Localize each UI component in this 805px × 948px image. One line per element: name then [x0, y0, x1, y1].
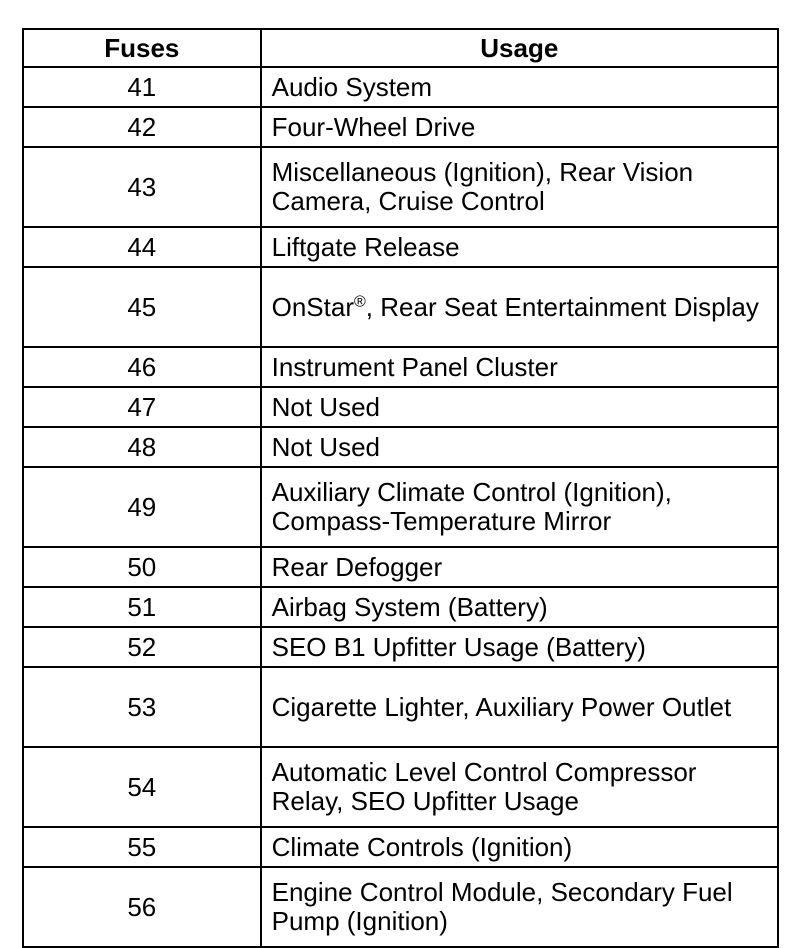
- table-header-row: [23, 29, 778, 67]
- fuse-usage: Audio System: [261, 67, 778, 107]
- fuse-usage: Cigarette Lighter, Auxiliary Power Outlet: [261, 667, 778, 747]
- fuse-usage: Climate Controls (Ignition): [261, 827, 778, 867]
- fuse-usage: Instrument Panel Cluster: [261, 347, 778, 387]
- fuse-usage: Rear Defogger: [261, 547, 778, 587]
- fuse-number: 46: [23, 347, 261, 387]
- fuse-number: 52: [23, 627, 261, 667]
- fuse-usage: Airbag System (Battery): [261, 587, 778, 627]
- fuse-usage: Engine Control Module, Secondary Fuel Pump (Ignition): [261, 867, 778, 947]
- fuse-number: 49: [23, 467, 261, 547]
- fuse-usage: [261, 267, 778, 347]
- table-row: [23, 467, 778, 547]
- fuse-usage: Not Used: [261, 387, 778, 427]
- table-row: [23, 347, 778, 387]
- fuse-usage-table: [22, 28, 779, 948]
- fuse-number: 47: [23, 387, 261, 427]
- fuse-usage: Four-Wheel Drive: [261, 107, 778, 147]
- registered-mark: ®: [354, 292, 366, 310]
- table-row: [23, 227, 778, 267]
- fuse-number: 44: [23, 227, 261, 267]
- table-row: [23, 667, 778, 747]
- table-row: [23, 747, 778, 827]
- table-row: [23, 107, 778, 147]
- table-row: [23, 827, 778, 867]
- table-row: [23, 387, 778, 427]
- fuse-number: 41: [23, 67, 261, 107]
- fuse-number: 56: [23, 867, 261, 947]
- column-header-usage: Usage: [261, 29, 778, 67]
- fuse-usage: SEO B1 Upfitter Usage (Battery): [261, 627, 778, 667]
- fuse-usage: Not Used: [261, 427, 778, 467]
- fuse-number: 48: [23, 427, 261, 467]
- fuse-usage: Automatic Level Control Compressor Relay, SEO Upfitter Usage: [261, 747, 778, 827]
- fuse-number: 54: [23, 747, 261, 827]
- table-row: [23, 627, 778, 667]
- fuse-number: 43: [23, 147, 261, 227]
- fuse-number: 50: [23, 547, 261, 587]
- table-row: [23, 427, 778, 467]
- table-row: [23, 147, 778, 227]
- fuse-usage: Auxiliary Climate Control (Ignition), Compass-Temperature Mirror: [261, 467, 778, 547]
- onstar-brand: OnStar: [271, 291, 354, 322]
- fuse-number: 42: [23, 107, 261, 147]
- table-row: [23, 547, 778, 587]
- fuse-usage: Liftgate Release: [261, 227, 778, 267]
- table-row: [23, 867, 778, 947]
- table-row: [23, 587, 778, 627]
- fuse-number: 53: [23, 667, 261, 747]
- column-header-fuses: Fuses: [23, 29, 261, 67]
- fuse-number: 55: [23, 827, 261, 867]
- table-row: [23, 267, 778, 347]
- fuse-number: 45: [23, 267, 261, 347]
- fuse-number: 51: [23, 587, 261, 627]
- fuse-usage: Miscellaneous (Ignition), Rear Vision Camera, Cruise Control: [261, 147, 778, 227]
- fuse-usage-rest: , Rear Seat Entertainment Display: [365, 291, 759, 322]
- table-row: [23, 67, 778, 107]
